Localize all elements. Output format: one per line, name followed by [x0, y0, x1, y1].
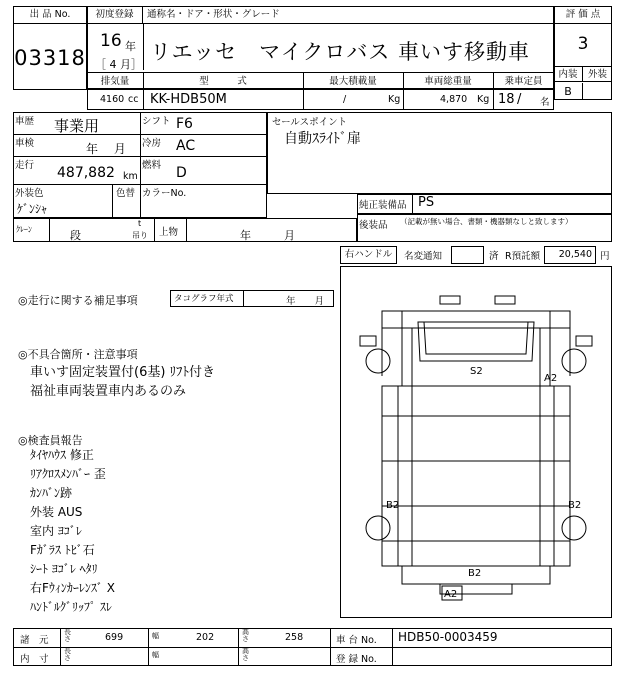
grade-value: 3: [577, 34, 589, 54]
first-reg-year: 16: [100, 31, 122, 51]
inspector-line: ｼｰﾄ ﾖｺﾞﾚ ﾍﾀﾘ: [30, 562, 98, 576]
selling-label: セールスポイント: [272, 117, 348, 128]
len-label: 長さ: [64, 628, 71, 643]
displacement-unit: cc: [128, 94, 139, 105]
divider: [112, 184, 113, 218]
rhd-box: 右ハンドル: [340, 246, 397, 264]
hood-shape: [382, 311, 570, 328]
mirror-shape: [495, 296, 515, 304]
year-unit: 年: [125, 40, 136, 53]
std-equip-label: 純正装備品: [359, 200, 407, 211]
ac-label: 冷房: [142, 138, 162, 149]
displacement-label: 排気量: [100, 76, 130, 87]
inspector-line: ﾀｲﾔﾊｳｽ 修正: [30, 448, 94, 462]
color-no-label: カラーNo.: [142, 188, 187, 199]
fuel: D: [176, 165, 187, 181]
divider: [49, 218, 50, 242]
mileage-label: 走行: [15, 160, 35, 171]
name-label: 通称名・ドア・形状・グレード: [143, 6, 554, 24]
roof-shape: [412, 386, 540, 566]
divider: [493, 72, 494, 110]
divider: [140, 112, 141, 218]
model-label: 型 式: [199, 76, 247, 87]
upper-label: 上物: [159, 227, 179, 238]
interior-label: 内装: [554, 66, 583, 82]
mileage: 487,882: [57, 165, 115, 181]
inspection-label: 車検: [15, 138, 35, 149]
tax-prefix: 済: [489, 251, 499, 262]
interior-dims-label: 内 寸: [20, 654, 49, 665]
body-shape: [382, 386, 570, 566]
std-equip: PS: [418, 195, 435, 210]
mirror-shape: [360, 336, 376, 346]
damage-mark: S2: [470, 366, 483, 377]
lot-label: 出 品 No.: [14, 6, 86, 24]
reg-label: 登 録 No.: [336, 654, 377, 665]
mileage-unit: km: [123, 171, 138, 182]
crane-hoist: 吊り: [132, 231, 148, 240]
divider: [330, 628, 331, 666]
model: KK-HDB50M: [150, 92, 227, 107]
name-change-box: [451, 246, 484, 264]
crane-stage: 段: [70, 229, 81, 242]
tax-value: 20,540: [544, 246, 596, 264]
gross-weight: 4,870: [440, 94, 468, 105]
divider: [13, 647, 612, 648]
divider: [412, 194, 413, 214]
width-label: 幅: [152, 632, 159, 640]
max-load: /: [343, 94, 347, 105]
capacity-unit: 名: [540, 97, 550, 108]
inspector-line: Fｶﾞﾗｽ ﾄﾋﾞ石: [30, 543, 95, 557]
divider: [143, 72, 144, 110]
inspector-line: ｶﾝﾊﾞﾝ跡: [30, 486, 73, 500]
wheel-shape: [366, 516, 390, 540]
damage-mark: A2: [544, 373, 558, 384]
gross-weight-label: 車両総重量: [424, 76, 472, 87]
divider: [403, 72, 404, 110]
first-reg-label: 初度登録: [87, 6, 143, 24]
in-height-label: 高さ: [242, 647, 249, 662]
inspector-title: ◎検査員報告: [18, 434, 83, 447]
lot-number: 03318: [14, 46, 86, 70]
chassis: HDB50-0003459: [398, 630, 498, 644]
name-change-label: 名変通知: [404, 251, 443, 262]
vehicle-name: リエッセ マイクロバス 車いす移動車: [150, 40, 530, 64]
history: 事業用: [54, 117, 100, 135]
inspector-line: 右Fｳｨﾝｶｰﾚﾝｽﾞ X: [30, 581, 115, 595]
exterior-label: 外装: [583, 66, 612, 82]
capacity-sep: /: [517, 92, 522, 107]
divider: [303, 72, 304, 110]
divider: [60, 628, 61, 666]
shift-label: シフト: [142, 116, 171, 127]
damage-mark: A2: [444, 589, 458, 600]
divider: [87, 88, 554, 89]
color: ｹﾞﾝｼｬ: [17, 202, 48, 216]
gross-weight-unit: Kg: [477, 94, 490, 105]
capacity-label: 乗車定員: [504, 76, 543, 87]
wheel-shape: [366, 349, 390, 373]
height-label: 高さ: [242, 628, 249, 643]
defect-line: 福祉車両装置車内あるのみ: [30, 384, 187, 399]
dims-label: 諸 元: [20, 635, 49, 646]
divider: [243, 290, 244, 307]
tax-label: R預託額: [505, 251, 541, 262]
width: 202: [196, 632, 215, 643]
chassis-label: 車 台 No.: [336, 635, 377, 646]
history-label: 車歴: [15, 116, 35, 127]
first-reg-month: ［ 4 月］: [95, 58, 142, 71]
driving-title: ◎走行に関する補足事項: [18, 294, 138, 307]
crane-ton: t: [138, 219, 142, 228]
inspector-line: ﾊﾝﾄﾞﾙｸﾞﾘｯﾌﾟ ｽﾚ: [30, 600, 112, 614]
mirror-shape: [576, 336, 592, 346]
in-width-label: 幅: [152, 651, 159, 659]
wheel-shape: [562, 516, 586, 540]
crane-label: ｸﾚｰﾝ: [16, 225, 32, 234]
inspector-line: 外装 AUS: [30, 505, 83, 519]
divider: [186, 218, 187, 242]
crane-box: [13, 218, 357, 242]
max-load-unit: Kg: [388, 94, 401, 105]
fuel-label: 燃料: [142, 160, 162, 171]
displacement: 4160: [100, 94, 125, 105]
height: 258: [285, 632, 304, 643]
tacho-label: タコグラフ年式: [174, 294, 234, 304]
wheel-shape: [562, 349, 586, 373]
defect-line: 車いす固定装置付(6基) ﾘﾌﾄ付き: [30, 365, 216, 380]
tax-unit: 円: [600, 251, 610, 262]
after-label: 後装品: [359, 220, 388, 231]
tacho: 年 月: [286, 296, 325, 307]
divider: [143, 24, 144, 70]
color-change-label: 色替: [116, 188, 136, 199]
shift: F6: [176, 116, 193, 132]
divider: [392, 628, 393, 666]
damage-mark: B2: [386, 500, 400, 511]
damage-mark: B2: [568, 500, 582, 511]
divider: [154, 218, 155, 242]
grade-label: 評 価 点: [554, 6, 612, 24]
inspector-line: ﾘｱｸﾛｽﾒﾝﾊﾞｰ 歪: [30, 467, 106, 481]
damage-mark: B2: [468, 568, 482, 579]
in-len-label: 長さ: [64, 647, 71, 662]
selling-point: 自動ｽﾗｲﾄﾞ扉: [284, 131, 361, 147]
inspection: 年 月: [86, 142, 126, 156]
ac: AC: [176, 138, 196, 154]
defects-title: ◎不具合箇所・注意事項: [18, 348, 138, 361]
divider: [238, 628, 239, 666]
vehicle-diagram: [340, 266, 612, 618]
interior-grade: B: [554, 83, 583, 100]
color-label: 外装色: [15, 188, 44, 199]
capacity: 18: [498, 92, 515, 107]
after-note: （記載が無い場合、書類・機器類なしと致します）: [400, 217, 573, 226]
upper: 年 月: [240, 229, 295, 242]
divider: [148, 628, 149, 666]
max-load-label: 最大積載量: [329, 76, 377, 87]
len: 699: [105, 632, 124, 643]
mirror-shape: [440, 296, 460, 304]
inspector-line: 室内 ﾖｺﾞﾚ: [30, 524, 82, 538]
